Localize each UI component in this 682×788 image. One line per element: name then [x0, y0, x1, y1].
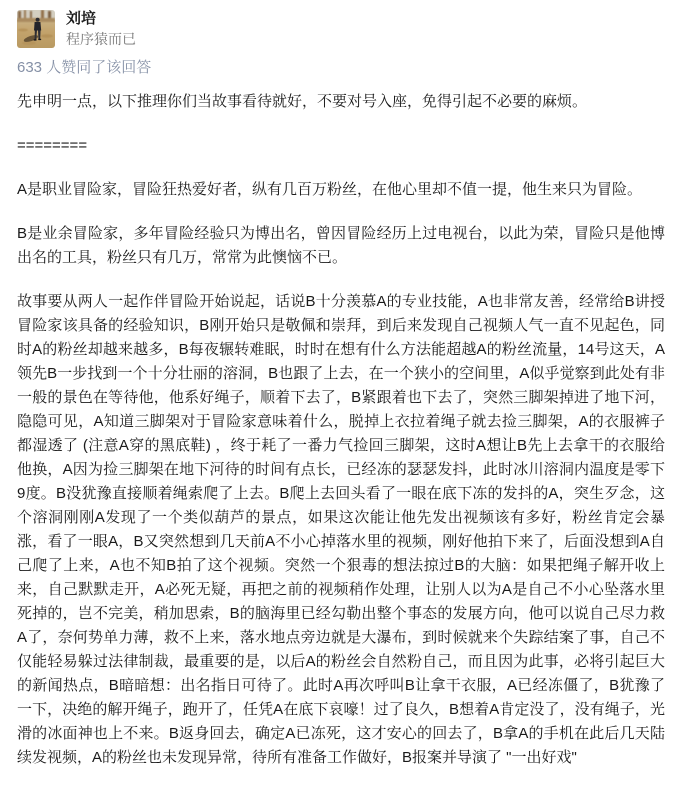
- author-name[interactable]: 刘培: [66, 10, 97, 27]
- answer-paragraph: 故事要从两人一起作伴冒险开始说起，话说B十分羡慕A的专业技能，A也非常友善，经常给B讲授冒险家该具备的经验知识，B刚开始只是敬佩和崇拜，到后来发现自己视频人气一直不见起色，同时A的粉丝却越来越多，B每夜辗转难眠，时时在想有什么方法能超越A的粉丝流量，14号这天，A领先B一步找到一个十分壮丽的溶洞，B也跟了上去，在一个狭小的空间里，A似乎觉察到此处有非一般的景色在等待他，他系好绳子，顺着下去了，B紧跟着也下去了，突然三脚架掉进了地下河，隐隐可见，A知道三脚架对于冒险家意味着什么，脱掉上衣拉着绳子就去捡三脚架，A的衣服裤子都湿透了 (注意A穿的黑底鞋) ，终于耗了一番力气捡回三脚架，这时A想让B先上去拿干的衣服给他换，A因为捡三脚架在地下河待的时间有点长，已经冻的瑟瑟发抖，此时冰川溶洞内温度是零下9度。B没犹豫直接顺着绳索爬了上去。B爬上去回头看了一眼在底下冻的发抖的A，突生歹念，这个溶洞刚刚A发现了一个类似葫芦的景点，如果这次能让他先发出视频该有多好，粉丝肯定会暴涨，看了一眼A，B又突然想到几天前A不小心掉落水里的视频，刚好他拍下来了，后面没想到A自己爬了上来，A也不知B拍了这个视频。突然一个狠毒的想法掠过B的大脑：如果把绳子解开收上来，自己默默走开，A必死无疑，再把之前的视频稍作处理，让别人以为A是自己不小心坠落水里死掉的，岂不完美，稍加思索，B的脑海里已经勾勒出整个事态的发展方向，他可以说自己尽力救A了，奈何势单力薄，救不上来，落水地点旁边就是大瀑布，到时候就来个失踪结案了事，自己不仅能轻易躲过法律制裁，最重要的是，以后A的粉丝会自然粉自己，而且因为此事，必将引起巨大的新闻热点，B暗暗想：出名指日可待了。此时A再次呼叫B让拿干衣服，A已经冻僵了，B犹豫了一下，决绝的解开绳子，跑开了，任凭A在底下哀嚎！过了良久，B想着A肯定没了，没有绳子，光滑的冰面神也上不来。B返身回去，确定A已冻死，这才安心的回去了，B拿A的手机在此后几天陆续发视频，A的粉丝也未发现异常，待所有准备工作做好，B报案并导演了 "一出好戏": [17, 293, 665, 766]
- answer-content: [17, 90, 665, 770]
- avatar-photo-field-scene: [17, 10, 55, 48]
- author-bio: 程序猿而已: [66, 31, 136, 47]
- author-meta: [66, 9, 136, 49]
- author-info: [17, 9, 665, 49]
- upvote-count-text: 633 人赞同了该回答: [17, 59, 152, 76]
- answer-paragraph-divider: ========: [17, 137, 88, 154]
- answer-paragraph: B是业余冒险家，多年冒险经验只为博出名，曾因冒险经历上过电视台，以此为荣，冒险只是他博出名的工具，粉丝只有几万，常常为此懊恼不已。: [17, 225, 665, 266]
- answer-paragraph: 先申明一点，以下推理你们当故事看待就好，不要对号入座，免得引起不必要的麻烦。: [17, 93, 588, 110]
- answer-paragraph: A是职业冒险家，冒险狂热爱好者，纵有几百万粉丝，在他心里却不值一提，他生来只为冒险。: [17, 181, 643, 198]
- author-avatar[interactable]: [17, 10, 55, 48]
